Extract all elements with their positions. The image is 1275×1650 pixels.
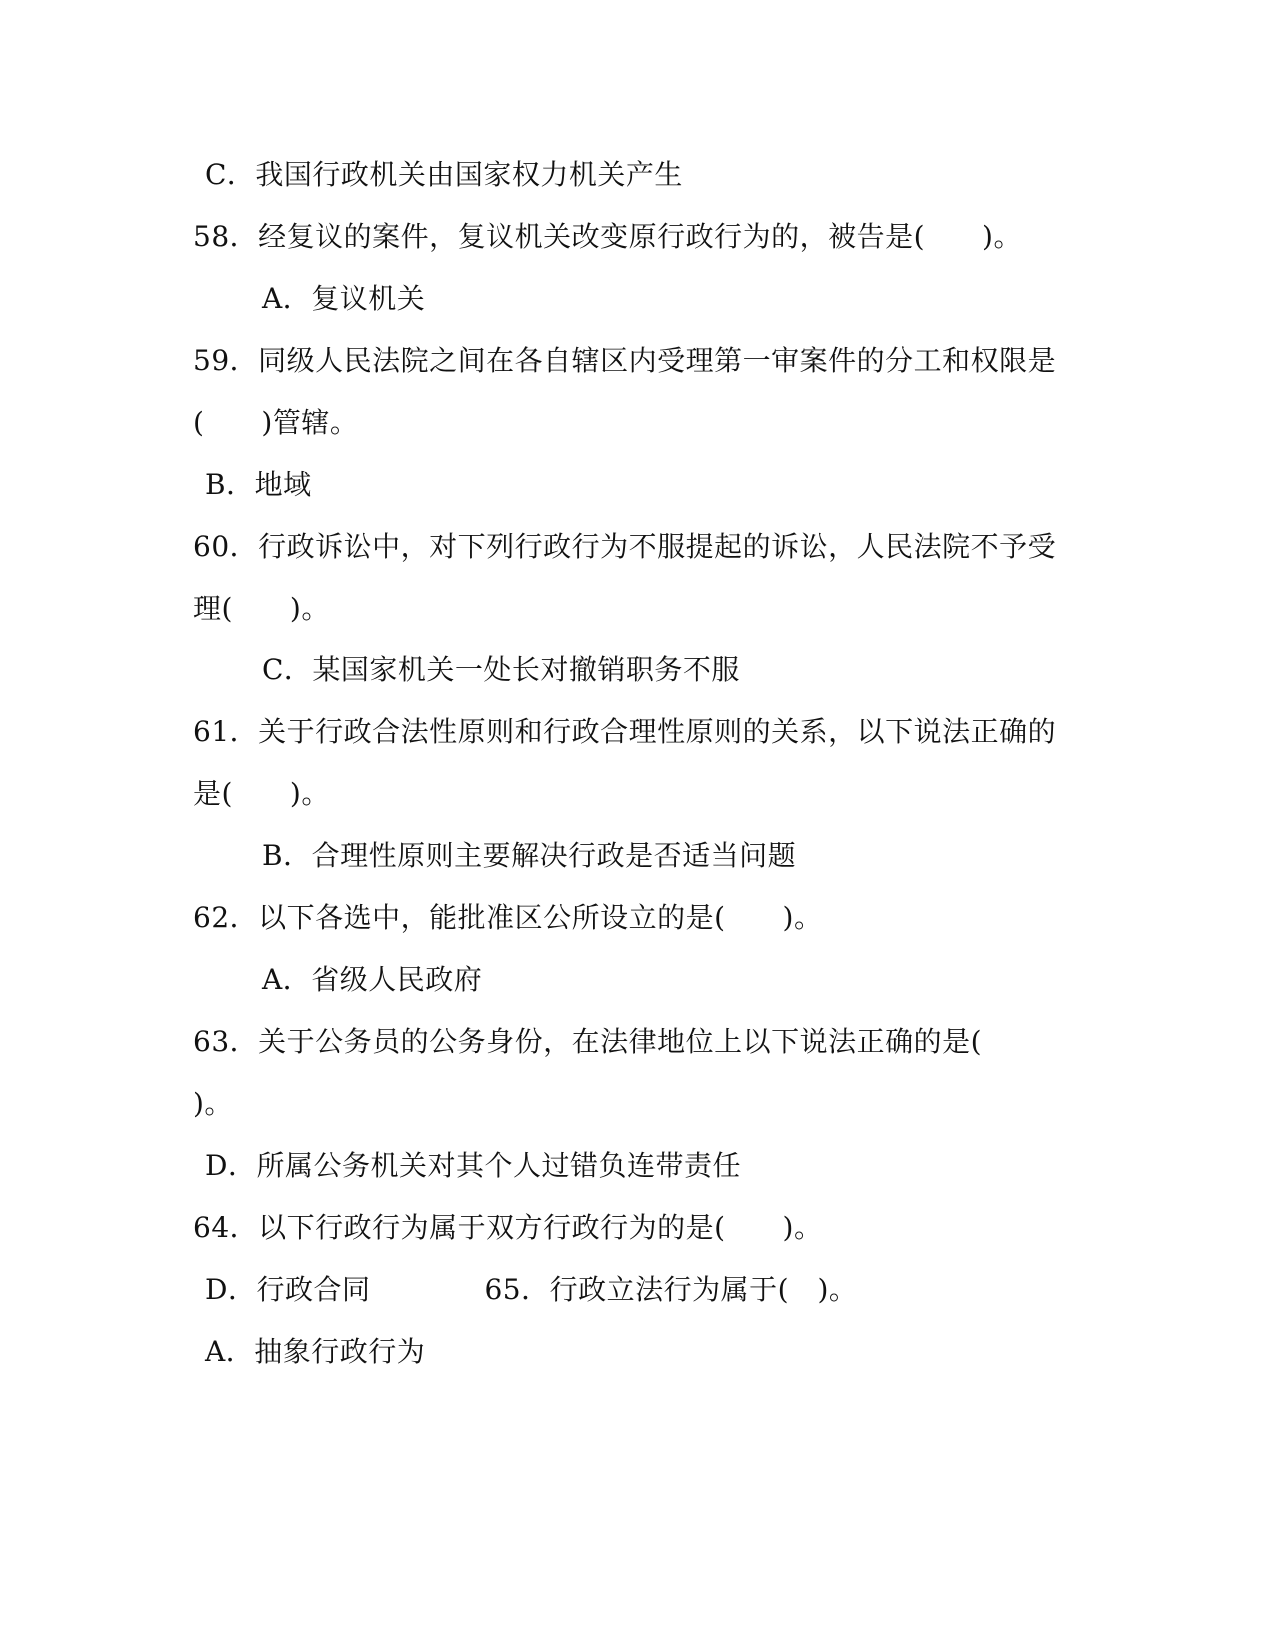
question-63: 63．关于公务员的公务身份，在法律地位上以下说法正确的是( (193, 1025, 983, 1058)
answer-line: D．所属公务机关对其个人过错负连带责任 (205, 1149, 741, 1182)
answer-line: A．复议机关 (262, 282, 426, 315)
answer-and-question-65: D．行政合同 65．行政立法行为属于( )。 (205, 1273, 858, 1306)
question-60-continued: 理( )。 (193, 592, 330, 625)
answer-line: A．抽象行政行为 (205, 1335, 426, 1368)
answer-line: B．地域 (205, 468, 312, 501)
question-59: 59．同级人民法院之间在各自辖区内受理第一审案件的分工和权限是 (193, 344, 1057, 377)
question-64: 64．以下行政行为属于双方行政行为的是( )。 (193, 1211, 823, 1244)
question-59-continued: ( )管辖。 (193, 406, 359, 439)
question-60: 60．行政诉讼中，对下列行政行为不服提起的诉讼，人民法院不予受 (193, 530, 1057, 563)
question-63-continued: )。 (193, 1087, 233, 1120)
question-61-continued: 是( )。 (193, 777, 330, 810)
question-62: 62．以下各选中，能批准区公所设立的是( )。 (193, 901, 823, 934)
answer-line: C．某国家机关一处长对撤销职务不服 (262, 653, 740, 686)
answer-line: C．我国行政机关由国家权力机关产生 (205, 158, 683, 191)
answer-line: B．合理性原则主要解决行政是否适当问题 (262, 839, 797, 872)
question-58: 58．经复议的案件，复议机关改变原行政行为的，被告是( )。 (193, 220, 1022, 253)
question-61: 61．关于行政合法性原则和行政合理性原则的关系，以下说法正确的 (193, 715, 1057, 748)
answer-line: A．省级人民政府 (262, 963, 483, 996)
